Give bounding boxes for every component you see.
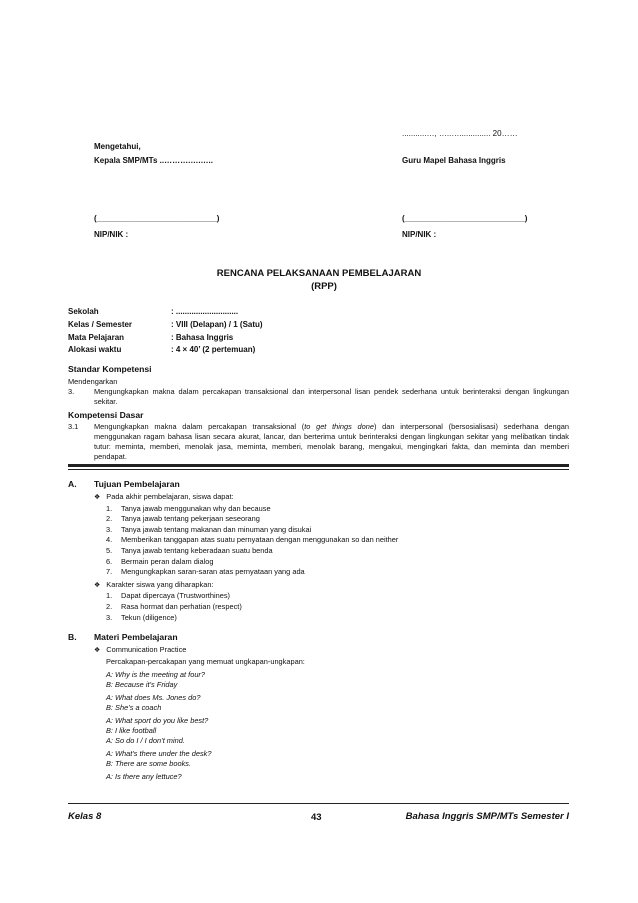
- list-item: 2. Rasa hormat dan perhatian (respect): [106, 601, 242, 611]
- material-intro: Percakapan-percakapan yang memuat ungkapan-ungkapan:: [106, 656, 305, 666]
- material-bullet: ❖ Communication Practice: [94, 645, 305, 657]
- teacher-label: Guru Mapel Bahasa Inggris: [402, 156, 506, 165]
- section-a-letter: A.: [68, 479, 77, 489]
- sk-item: [68, 387, 569, 407]
- section-b-heading: Materi Pembelajaran: [94, 632, 178, 642]
- sk-skill: Mendengarkan: [68, 377, 118, 386]
- sk-text: Mengungkapkan makna dalam percakapan transaksional dan interpersonal lisan pendek sederhana untuk berinteraksi dengan lingkungan sekitar.: [94, 387, 569, 406]
- headmaster-nip: NIP/NIK :: [94, 230, 129, 239]
- identity-value: : ............................: [171, 307, 239, 316]
- dialog-line: A: So do I / I don’t mind.: [106, 736, 185, 746]
- dialog-group: [106, 693, 305, 713]
- list-item: 4. Memberikan tanggapan atas suatu pernyataan dengan menggunakan so dan neither: [106, 535, 399, 545]
- list-item: 7. Mengungkapkan saran-saran atas pernyataan yang ada: [106, 567, 305, 577]
- identity-label: Mata Pelajaran: [68, 332, 125, 342]
- identity-value: : 4 × 40’ (2 pertemuan): [171, 345, 256, 355]
- document-title: RENCANA PELAKSANAAN PEMBELAJARAN: [216, 268, 422, 279]
- kd-heading: Kompetensi Dasar: [68, 410, 144, 420]
- list-item: 6. Bermain peran dalam dialog: [106, 556, 214, 566]
- list-item: 3. Tanya jawab tentang makanan dan minuman yang disukai: [106, 524, 312, 534]
- objectives-block: [94, 492, 398, 623]
- kd-text-a: Mengungkapkan makna dalam percakapan transaksional (: [94, 422, 305, 431]
- kd-number: 3.1: [68, 422, 79, 431]
- section-divider: [68, 464, 569, 467]
- footer-book-title: Bahasa Inggris SMP/MTs Semester I: [405, 811, 569, 822]
- list-item: 3. Tekun (diligence): [106, 612, 177, 622]
- list-item: 2. Tanya jawab tentang pekerjaan seseorang: [106, 514, 260, 524]
- dialog-group: [106, 772, 305, 782]
- footer-divider: [68, 803, 569, 804]
- dialog-group: [106, 749, 305, 769]
- list-item: 5. Tanya jawab tentang keberadaan suatu benda: [106, 545, 273, 555]
- teacher-signature-line: (___________________________): [402, 214, 528, 223]
- kd-text: [94, 422, 569, 462]
- dialog-list: [94, 670, 305, 782]
- dialog-line: A: What sport do you like best?: [106, 716, 209, 726]
- acknowledged-label: Mengetahui,: [94, 142, 141, 151]
- page-number: 43: [311, 812, 322, 823]
- dialog-line: B: She’s a coach: [106, 703, 162, 713]
- dialog-group: [106, 716, 305, 746]
- material-block: [94, 645, 305, 785]
- identity-label: Kelas / Semester: [68, 319, 133, 329]
- sk-heading: Standar Kompetensi: [68, 364, 152, 374]
- section-divider-thin: [68, 469, 569, 470]
- list-item: 1. Tanya jawab menggunakan why dan because: [106, 503, 271, 513]
- dialog-line: B: There are some books.: [106, 759, 192, 769]
- section-a-heading: Tujuan Pembelajaran: [94, 479, 180, 489]
- identity-value: : VIII (Delapan) / 1 (Satu): [171, 319, 263, 329]
- dialog-line: A: What’s there under the desk?: [106, 749, 212, 759]
- date-line: ...........…, …..….............. 20……: [402, 129, 518, 138]
- identity-row: [68, 306, 263, 319]
- identity-value: : Bahasa Inggris: [171, 332, 234, 342]
- teacher-nip: NIP/NIK :: [402, 230, 437, 239]
- identity-label: Alokasi waktu: [68, 345, 122, 355]
- identity-row: [68, 332, 263, 345]
- dialog-group: [106, 670, 305, 690]
- document-subtitle: (RPP): [311, 281, 337, 292]
- dialog-line: A: Why is the meeting at four?: [106, 670, 205, 680]
- footer-class: Kelas 8: [68, 811, 102, 822]
- kd-text-b: ) dan interpersonal (bersosialisasi) sederhana dengan menggunakan ragam bahasa lisan secara akurat, lancar, dan berterima untuk berinteraksi dengan lingkungan sekitar yang melibatkan tindak tutur: meminta, memberi, menolak jasa, meminta, memberi, menolak barang, mengakui, mengingkari fakta, dan meminta dan memberi pendapat.: [94, 422, 569, 461]
- sk-number: 3.: [68, 387, 75, 396]
- dialog-line: A: What does Ms. Jones do?: [106, 693, 201, 703]
- identity-row: [68, 319, 263, 332]
- kd-text-italic: to get things done: [304, 422, 374, 431]
- identity-label: Sekolah: [68, 307, 99, 316]
- dialog-line: A: Is there any lettuce?: [106, 772, 182, 782]
- identity-row: [68, 344, 263, 357]
- kd-item: [68, 422, 569, 462]
- headmaster-signature-line: (___________________________): [94, 214, 220, 223]
- list-item: 1. Dapat dipercaya (Trustworthines): [106, 591, 230, 601]
- dialog-line: B: Because it’s Friday: [106, 680, 178, 690]
- section-b-letter: B.: [68, 632, 77, 642]
- headmaster-label: Kepala SMP/MTs ..……….….…..: [94, 156, 213, 165]
- character-bullet: ❖ Karakter siswa yang diharapkan:: [94, 580, 398, 592]
- objectives-bullet: ❖ Pada akhir pembelajaran, siswa dapat:: [94, 492, 398, 504]
- dialog-line: B: I like football: [106, 726, 157, 736]
- identity-table: [68, 306, 263, 357]
